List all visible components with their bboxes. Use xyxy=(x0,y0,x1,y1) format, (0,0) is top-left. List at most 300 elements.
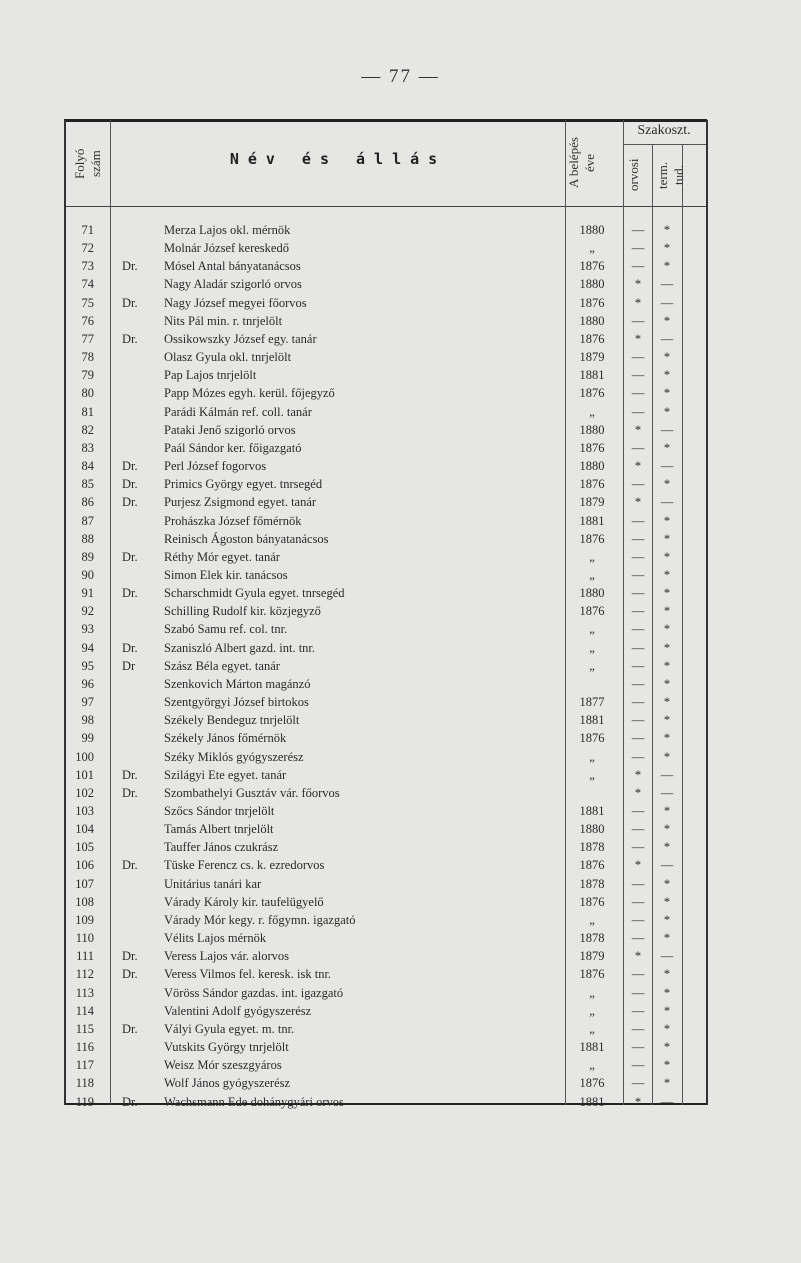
row-orvosi-mark: * xyxy=(634,331,642,346)
header-folyo-szam: Folyó szám xyxy=(72,148,103,180)
row-number: 111 xyxy=(76,949,94,964)
row-number: 117 xyxy=(75,1058,94,1073)
row-orvosi-mark: — xyxy=(631,259,645,274)
row-term-tud-mark: — xyxy=(660,858,674,873)
row-name-occupation: Unitárius tanári kar xyxy=(164,876,262,891)
row-name-occupation: Vöröss Sándor gazdas. int. igazgató xyxy=(164,985,344,1000)
row-orvosi-mark: — xyxy=(631,531,645,546)
row-name-occupation: Vutskits György tnrjelölt xyxy=(164,1040,289,1055)
row-orvosi-mark: — xyxy=(631,731,645,746)
row-number: 73 xyxy=(81,259,94,274)
table-row xyxy=(64,421,707,439)
row-term-tud-mark: * xyxy=(663,404,671,419)
table-row xyxy=(64,239,707,257)
table-row xyxy=(64,820,707,838)
row-title: Dr. xyxy=(122,949,138,964)
row-number: 118 xyxy=(75,1076,94,1091)
row-orvosi-mark: — xyxy=(631,876,645,891)
row-term-tud-mark: * xyxy=(663,259,671,274)
row-join-year: 1878 xyxy=(579,931,605,946)
row-orvosi-mark: — xyxy=(631,604,645,619)
row-join-year: 1876 xyxy=(579,331,605,346)
row-title: Dr. xyxy=(122,767,138,782)
row-title: Dr. xyxy=(122,967,138,982)
row-name-occupation: Vályi Gyula egyet. m. tnr. xyxy=(164,1021,295,1036)
row-join-year: 1876 xyxy=(579,967,605,982)
row-number: 116 xyxy=(75,1040,94,1055)
row-term-tud-mark: — xyxy=(660,785,674,800)
row-number: 110 xyxy=(75,931,94,946)
row-term-tud-mark: * xyxy=(663,440,671,455)
row-orvosi-mark: — xyxy=(631,567,645,582)
row-orvosi-mark: — xyxy=(631,368,645,383)
row-orvosi-mark: — xyxy=(631,313,645,328)
row-join-year: 1877 xyxy=(579,695,605,710)
row-title: Dr. xyxy=(122,495,138,510)
table-row xyxy=(64,1093,707,1111)
row-name-occupation: Várady Károly kir. taufelügyelő xyxy=(164,894,324,909)
table-row xyxy=(64,693,707,711)
row-orvosi-mark: — xyxy=(631,931,645,946)
row-name-occupation: Scharschmidt Gyula egyet. tnrsegéd xyxy=(164,586,345,601)
row-join-year: 1876 xyxy=(579,295,605,310)
row-number: 82 xyxy=(81,422,94,437)
table-row xyxy=(64,929,707,947)
row-name-occupation: Szenkovich Márton magánzó xyxy=(164,676,311,691)
row-term-tud-mark: * xyxy=(663,749,671,764)
row-name-occupation: Weisz Mór szeszgyáros xyxy=(164,1058,282,1073)
row-name-occupation: Paál Sándor ker. főigazgató xyxy=(164,440,302,455)
row-number: 91 xyxy=(81,586,94,601)
row-number: 84 xyxy=(81,459,94,474)
row-term-tud-mark: — xyxy=(660,277,674,292)
row-term-tud-mark: * xyxy=(663,822,671,837)
row-join-year: 1879 xyxy=(579,949,605,964)
row-join-year: „ xyxy=(589,1058,595,1073)
table-row xyxy=(64,1002,707,1020)
row-orvosi-mark: * xyxy=(634,495,642,510)
row-number: 119 xyxy=(75,1094,94,1109)
row-term-tud-mark: * xyxy=(663,586,671,601)
row-term-tud-mark: — xyxy=(660,949,674,964)
row-term-tud-mark: — xyxy=(660,1094,674,1109)
row-name-occupation: Szőcs Sándor tnrjelölt xyxy=(164,804,275,818)
row-term-tud-mark: * xyxy=(663,223,671,237)
table-row xyxy=(64,584,707,602)
row-name-occupation: Széky Miklós gyógyszerész xyxy=(164,749,304,764)
row-term-tud-mark: * xyxy=(663,531,671,546)
row-join-year: 1881 xyxy=(579,1094,605,1109)
row-orvosi-mark: * xyxy=(634,422,642,437)
table-row xyxy=(64,947,707,965)
row-term-tud-mark: * xyxy=(663,931,671,946)
row-number: 107 xyxy=(75,876,94,891)
header-szakoszt: Szakoszt. xyxy=(637,123,691,138)
row-number: 77 xyxy=(81,331,94,346)
table-row xyxy=(64,893,707,911)
row-number: 74 xyxy=(81,277,94,292)
row-term-tud-mark: * xyxy=(663,713,671,728)
row-orvosi-mark: — xyxy=(631,440,645,455)
table-row xyxy=(64,657,707,675)
row-join-year: 1876 xyxy=(579,259,605,274)
row-name-occupation: Várady Mór kegy. r. főgymn. igazgató xyxy=(164,912,356,927)
table-row xyxy=(64,639,707,657)
page-number: — 77 — xyxy=(361,66,440,87)
row-join-year: 1880 xyxy=(579,586,605,601)
row-orvosi-mark: — xyxy=(631,386,645,401)
row-name-occupation: Mósel Antal bányatanácsos xyxy=(164,259,301,274)
row-orvosi-mark: — xyxy=(631,894,645,909)
row-orvosi-mark: — xyxy=(631,840,645,855)
row-join-year: 1876 xyxy=(579,858,605,873)
table-row xyxy=(64,784,707,802)
row-term-tud-mark: * xyxy=(663,567,671,582)
row-name-occupation: Tüske Ferencz cs. k. ezredorvos xyxy=(164,858,325,873)
row-name-occupation: Nits Pál min. r. tnrjelölt xyxy=(164,313,283,328)
row-join-year: „ xyxy=(589,404,595,419)
row-number: 75 xyxy=(81,295,94,310)
row-orvosi-mark: — xyxy=(631,350,645,365)
row-number: 81 xyxy=(81,404,94,419)
header-bottom-rule xyxy=(64,206,707,207)
row-term-tud-mark: * xyxy=(663,912,671,927)
row-join-year: „ xyxy=(589,1021,595,1036)
row-join-year: „ xyxy=(589,640,595,655)
row-name-occupation: Székely Bendeguz tnrjelölt xyxy=(164,713,300,728)
row-name-occupation: Ossikowszky József egy. tanár xyxy=(164,331,317,346)
row-term-tud-mark: — xyxy=(660,767,674,782)
row-title: Dr. xyxy=(122,549,138,564)
row-join-year: 1879 xyxy=(579,495,605,510)
table-row xyxy=(64,802,707,820)
row-orvosi-mark: — xyxy=(631,676,645,691)
table-row xyxy=(64,1056,707,1074)
row-title: Dr. xyxy=(122,586,138,601)
row-join-year: 1881 xyxy=(579,1040,605,1055)
table-row xyxy=(64,403,707,421)
row-orvosi-mark: — xyxy=(631,1021,645,1036)
row-name-occupation: Szaniszló Albert gazd. int. tnr. xyxy=(164,640,316,655)
row-term-tud-mark: — xyxy=(660,422,674,437)
row-orvosi-mark: — xyxy=(631,695,645,710)
row-term-tud-mark: * xyxy=(663,1058,671,1073)
table-row xyxy=(64,729,707,747)
table-row xyxy=(64,275,707,293)
row-term-tud-mark: * xyxy=(663,695,671,710)
row-term-tud-mark: * xyxy=(663,658,671,673)
row-orvosi-mark: — xyxy=(631,513,645,528)
table-row xyxy=(64,457,707,475)
row-orvosi-mark: — xyxy=(631,985,645,1000)
row-number: 109 xyxy=(75,912,94,927)
row-name-occupation: Valentini Adolf gyógyszerész xyxy=(164,1003,312,1018)
row-number: 92 xyxy=(81,604,94,619)
row-term-tud-mark: * xyxy=(663,894,671,909)
row-join-year: 1876 xyxy=(579,604,605,619)
row-join-year: 1876 xyxy=(579,477,605,492)
row-name-occupation: Parádi Kálmán ref. coll. tanár xyxy=(164,404,312,419)
row-term-tud-mark: * xyxy=(663,804,671,818)
row-title: Dr. xyxy=(122,459,138,474)
row-name-occupation: Wolf János gyógyszerész xyxy=(164,1076,291,1091)
row-number: 103 xyxy=(75,804,94,818)
row-orvosi-mark: * xyxy=(634,785,642,800)
row-join-year: 1880 xyxy=(579,313,605,328)
row-term-tud-mark: — xyxy=(660,459,674,474)
row-name-occupation: Pataki Jenő szigorló orvos xyxy=(164,422,296,437)
row-number: 112 xyxy=(75,967,94,982)
row-title: Dr. xyxy=(122,259,138,274)
row-number: 83 xyxy=(81,440,94,455)
row-name-occupation: Tauffer János czukrász xyxy=(164,840,279,855)
row-term-tud-mark: * xyxy=(663,676,671,691)
row-orvosi-mark: — xyxy=(631,912,645,927)
table-row xyxy=(64,530,707,548)
row-orvosi-mark: — xyxy=(631,223,645,237)
row-term-tud-mark: * xyxy=(663,604,671,619)
row-orvosi-mark: * xyxy=(634,949,642,964)
table-row xyxy=(64,439,707,457)
row-join-year: 1881 xyxy=(579,713,605,728)
row-term-tud-mark: * xyxy=(663,876,671,891)
table-top-rule xyxy=(64,119,707,122)
row-orvosi-mark: — xyxy=(631,967,645,982)
table-row xyxy=(64,475,707,493)
row-name-occupation: Olasz Gyula okl. tnrjelölt xyxy=(164,350,292,365)
row-name-occupation: Wachsmann Ede dohánygyári orvos xyxy=(164,1094,344,1109)
table-row xyxy=(64,911,707,929)
table-row xyxy=(64,602,707,620)
table-row xyxy=(64,675,707,693)
header-belepes-eve: A belépés éve xyxy=(566,137,597,189)
row-orvosi-mark: — xyxy=(631,822,645,837)
row-term-tud-mark: * xyxy=(663,985,671,1000)
row-orvosi-mark: * xyxy=(634,295,642,310)
row-join-year: 1876 xyxy=(579,386,605,401)
row-number: 88 xyxy=(81,531,94,546)
row-join-year: 1878 xyxy=(579,876,605,891)
row-number: 113 xyxy=(75,985,94,1000)
row-orvosi-mark: * xyxy=(634,459,642,474)
row-orvosi-mark: * xyxy=(634,767,642,782)
row-title: Dr. xyxy=(122,295,138,310)
row-name-occupation: Perl József fogorvos xyxy=(164,459,267,474)
row-title: Dr. xyxy=(122,1094,138,1109)
row-number: 78 xyxy=(81,350,94,365)
row-term-tud-mark: * xyxy=(663,1003,671,1018)
row-number: 86 xyxy=(81,495,94,510)
row-join-year: „ xyxy=(589,567,595,582)
row-name-occupation: Purjesz Zsigmond egyet. tanár xyxy=(164,495,317,510)
row-term-tud-mark: * xyxy=(663,1040,671,1055)
table-row xyxy=(64,493,707,511)
row-name-occupation: Schilling Rudolf kir. közjegyző xyxy=(164,604,321,619)
table-row xyxy=(64,620,707,638)
row-name-occupation: Veress Lajos vár. alorvos xyxy=(164,949,289,964)
row-join-year: 1876 xyxy=(579,531,605,546)
row-name-occupation: Papp Mózes egyh. kerül. főjegyző xyxy=(164,386,335,401)
table-row xyxy=(64,566,707,584)
row-term-tud-mark: — xyxy=(660,495,674,510)
row-term-tud-mark: * xyxy=(663,1021,671,1036)
row-join-year: 1880 xyxy=(579,459,605,474)
table-row xyxy=(64,748,707,766)
row-join-year: 1876 xyxy=(579,731,605,746)
table-row xyxy=(64,257,707,275)
row-number: 95 xyxy=(81,658,94,673)
row-number: 106 xyxy=(75,858,94,873)
row-join-year: „ xyxy=(589,1003,595,1018)
row-number: 94 xyxy=(81,640,94,655)
row-number: 71 xyxy=(81,223,94,237)
table-row xyxy=(64,1038,707,1056)
row-orvosi-mark: — xyxy=(631,241,645,256)
table-row xyxy=(64,875,707,893)
row-join-year: 1881 xyxy=(579,804,605,818)
header-orvosi: orvosi xyxy=(626,158,641,192)
row-join-year: „ xyxy=(589,549,595,564)
row-join-year: 1876 xyxy=(579,1076,605,1091)
table-row xyxy=(64,838,707,856)
table-row xyxy=(64,548,707,566)
row-term-tud-mark: * xyxy=(663,513,671,528)
row-orvosi-mark: — xyxy=(631,713,645,728)
table-row xyxy=(64,766,707,784)
row-number: 108 xyxy=(75,894,94,909)
row-join-year: „ xyxy=(589,749,595,764)
row-number: 97 xyxy=(81,695,94,710)
table-row xyxy=(64,221,707,239)
row-orvosi-mark: — xyxy=(631,1040,645,1055)
row-term-tud-mark: — xyxy=(660,331,674,346)
row-term-tud-mark: * xyxy=(663,1076,671,1091)
row-name-occupation: Réthy Mór egyet. tanár xyxy=(164,549,280,564)
row-term-tud-mark: * xyxy=(663,840,671,855)
row-orvosi-mark: — xyxy=(631,404,645,419)
row-number: 93 xyxy=(81,622,94,637)
row-join-year: „ xyxy=(589,985,595,1000)
row-name-occupation: Szombathelyi Gusztáv vár. főorvos xyxy=(164,785,340,800)
row-orvosi-mark: — xyxy=(631,804,645,818)
row-number: 80 xyxy=(81,386,94,401)
row-term-tud-mark: * xyxy=(663,622,671,637)
table-row xyxy=(64,1020,707,1038)
row-number: 99 xyxy=(81,731,94,746)
table-row xyxy=(64,711,707,729)
row-term-tud-mark: * xyxy=(663,313,671,328)
row-orvosi-mark: — xyxy=(631,749,645,764)
row-name-occupation: Szász Béla egyet. tanár xyxy=(164,658,280,673)
row-name-occupation: Tamás Albert tnrjelölt xyxy=(164,822,274,837)
row-name-occupation: Nagy József megyei főorvos xyxy=(164,295,307,310)
row-join-year: 1876 xyxy=(579,894,605,909)
row-name-occupation: Pap Lajos tnrjelölt xyxy=(164,368,257,383)
row-term-tud-mark: — xyxy=(660,295,674,310)
row-join-year: 1881 xyxy=(579,368,605,383)
row-number: 72 xyxy=(81,241,94,256)
row-join-year: 1876 xyxy=(579,440,605,455)
row-join-year: 1879 xyxy=(579,350,605,365)
row-name-occupation: Nagy Aladár szigorló orvos xyxy=(164,277,302,292)
table-row xyxy=(64,512,707,530)
row-title: Dr. xyxy=(122,1021,138,1036)
row-number: 114 xyxy=(75,1003,94,1018)
row-number: 102 xyxy=(75,785,94,800)
row-name-occupation: Prohászka József főmérnök xyxy=(164,513,302,528)
header-term-tud: term. tud. xyxy=(655,161,686,189)
row-number: 104 xyxy=(75,822,94,837)
row-join-year: „ xyxy=(589,658,595,673)
row-join-year: 1878 xyxy=(579,840,605,855)
row-term-tud-mark: * xyxy=(663,640,671,655)
row-orvosi-mark: * xyxy=(634,1094,642,1109)
row-number: 96 xyxy=(81,676,94,691)
row-term-tud-mark: * xyxy=(663,731,671,746)
row-name-occupation: Merza Lajos okl. mérnök xyxy=(164,223,291,237)
row-orvosi-mark: — xyxy=(631,586,645,601)
row-orvosi-mark: * xyxy=(634,858,642,873)
row-name-occupation: Simon Elek kir. tanácsos xyxy=(164,567,288,582)
row-name-occupation: Szabó Samu ref. col. tnr. xyxy=(164,622,288,637)
row-join-year: „ xyxy=(589,912,595,927)
row-orvosi-mark: * xyxy=(634,277,642,292)
row-join-year: „ xyxy=(589,767,595,782)
row-name-occupation: Molnár József kereskedő xyxy=(164,241,289,256)
row-name-occupation: Székely János főmérnök xyxy=(164,731,287,746)
row-number: 105 xyxy=(75,840,94,855)
row-term-tud-mark: * xyxy=(663,241,671,256)
row-term-tud-mark: * xyxy=(663,386,671,401)
row-name-occupation: Primics György egyet. tnrsegéd xyxy=(164,477,323,492)
row-join-year: 1881 xyxy=(579,513,605,528)
row-number: 87 xyxy=(81,513,94,528)
row-orvosi-mark: — xyxy=(631,477,645,492)
row-term-tud-mark: * xyxy=(663,368,671,383)
row-orvosi-mark: — xyxy=(631,1058,645,1073)
szakoszt-rule xyxy=(624,144,707,145)
row-title: Dr. xyxy=(122,858,138,873)
table-row xyxy=(64,1074,707,1092)
header-nev-es-allas: Név és állás xyxy=(229,150,447,168)
row-join-year: 1880 xyxy=(579,223,605,237)
row-title: Dr. xyxy=(122,477,138,492)
row-number: 79 xyxy=(81,368,94,383)
row-orvosi-mark: — xyxy=(631,622,645,637)
row-join-year: 1880 xyxy=(579,277,605,292)
table-row xyxy=(64,330,707,348)
row-title: Dr xyxy=(122,658,136,673)
row-term-tud-mark: * xyxy=(663,549,671,564)
row-number: 85 xyxy=(81,477,94,492)
row-title: Dr. xyxy=(122,640,138,655)
row-join-year: 1880 xyxy=(579,822,605,837)
row-title: Dr. xyxy=(122,785,138,800)
row-name-occupation: Veress Vilmos fel. keresk. isk tnr. xyxy=(164,967,332,982)
row-term-tud-mark: * xyxy=(663,350,671,365)
table-row xyxy=(64,965,707,983)
row-orvosi-mark: — xyxy=(631,640,645,655)
row-number: 100 xyxy=(75,749,94,764)
row-number: 76 xyxy=(81,313,94,328)
row-orvosi-mark: — xyxy=(631,1076,645,1091)
table-row xyxy=(64,312,707,330)
row-number: 101 xyxy=(75,767,94,782)
table-row xyxy=(64,348,707,366)
table-row xyxy=(64,366,707,384)
row-number: 115 xyxy=(75,1021,94,1036)
row-name-occupation: Szilágyi Ete egyet. tanár xyxy=(164,767,287,782)
